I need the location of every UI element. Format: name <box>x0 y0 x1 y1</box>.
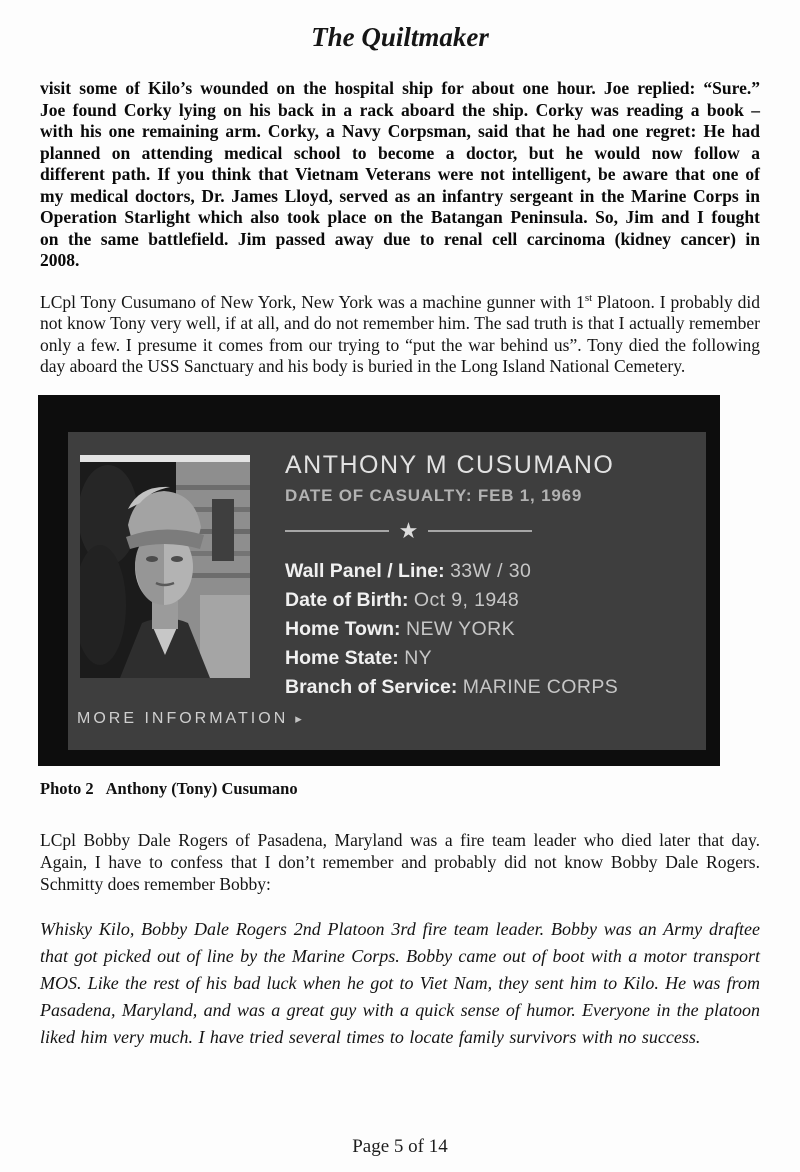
veteran-name: ANTHONY M CUSUMANO <box>285 450 615 479</box>
veteran-photo <box>80 455 250 678</box>
paragraph-text: Platoon. I probably did not know Tony very well, if at all, and do not remember him. The sad truth is that I actually remember only a few. I presume it comes from our trying to “put the war behind us”. Tony died the following day aboard the USS Sanctuary and his body is buried in the Long Island National Cemetery. <box>40 291 760 376</box>
paragraph-kilo-wounded: visit some of Kilo’s wounded on the hospital ship for about one hour. Joe replied: “Sure.” Joe found Corky lying on his back in a rack aboard the ship. Corky was reading a book – with his one remaining arm. Corky, a Navy Corpsman, said that he had one regret: He had planned on attending medical school to become a doctor, but he would now follow a different path. If you think that Vietnam Veterans were not intelligent, be aware that one of my medical doctors, Dr. James Lloyd, served as an infantry sergeant in the Marine Corps in Operation Starlight which also took place on the Batangan Peninsula. So, Jim and I fought on the same battlefield. Jim passed away due to renal cell carcinoma (kidney cancer) in 2008. <box>40 78 760 270</box>
ordinal-superscript: st <box>584 291 593 304</box>
star-icon: ★ <box>398 517 419 543</box>
page-footer: Page 5 of 14 <box>352 1136 448 1157</box>
more-information-label: MORE INFORMATION <box>77 709 289 727</box>
more-information-link[interactable] <box>77 710 302 728</box>
info-row-branch-of-service <box>285 673 685 702</box>
info-row-date-of-birth <box>285 586 685 615</box>
info-value: Oct 9, 1948 <box>413 588 520 611</box>
chevron-right-icon: ▸ <box>295 710 302 726</box>
veteran-info-list <box>285 557 685 702</box>
star-divider <box>285 517 532 543</box>
info-row-wall-panel <box>285 557 685 586</box>
info-label: Home State: <box>285 646 399 669</box>
info-label: Wall Panel / Line: <box>285 559 445 582</box>
info-value: 33W / 30 <box>450 559 532 582</box>
paragraph-tony-cusumano <box>40 292 760 378</box>
info-row-home-town <box>285 615 685 644</box>
photo-caption-number: Photo 2 <box>40 778 94 798</box>
info-row-home-state <box>285 644 685 673</box>
info-label: Date of Birth: <box>285 588 409 611</box>
page-title: The Quiltmaker <box>311 22 489 52</box>
veteran-portrait-image <box>80 455 250 678</box>
paragraph-text: LCpl Tony Cusumano of New York, New York was a machine gunner with 1 <box>40 291 585 312</box>
info-label: Branch of Service: <box>285 675 458 698</box>
photo-caption-text: Anthony (Tony) Cusumano <box>105 778 298 798</box>
casualty-date: DATE OF CASUALTY: FEB 1, 1969 <box>285 485 583 505</box>
info-value: NY <box>404 646 433 669</box>
memorial-card-details <box>285 452 685 702</box>
photo-caption <box>40 779 760 799</box>
memorial-card <box>38 395 720 766</box>
divider-rule <box>428 530 532 532</box>
info-value: NEW YORK <box>405 617 515 640</box>
memorial-card-panel <box>68 432 706 750</box>
info-label: Home Town: <box>285 617 401 640</box>
text-column <box>40 78 760 1051</box>
info-value: MARINE CORPS <box>462 675 619 698</box>
paragraph-bobby-rogers: LCpl Bobby Dale Rogers of Pasadena, Maryland was a fire team leader who died later that day. Again, I have to confess that I don’t remember and probably did not know Bobby Dale Rogers. Schmitty does remember Bobby: <box>40 829 760 894</box>
paragraph-schmitty-quote: Whisky Kilo, Bobby Dale Rogers 2nd Platoon 3rd fire team leader. Bobby was an Army draftee that got picked out of line by the Marine Corps. Bobby came out of boot with a motor transport MOS. Like the rest of his bad luck when he got to Viet Nam, they sent him to Kilo. He was from Pasadena, Maryland, and was a great guy with a quick sense of humor. Everyone in the platoon liked him very much. I have tried several times to locate family survivors with no success. <box>40 918 760 1047</box>
divider-rule <box>285 530 389 532</box>
